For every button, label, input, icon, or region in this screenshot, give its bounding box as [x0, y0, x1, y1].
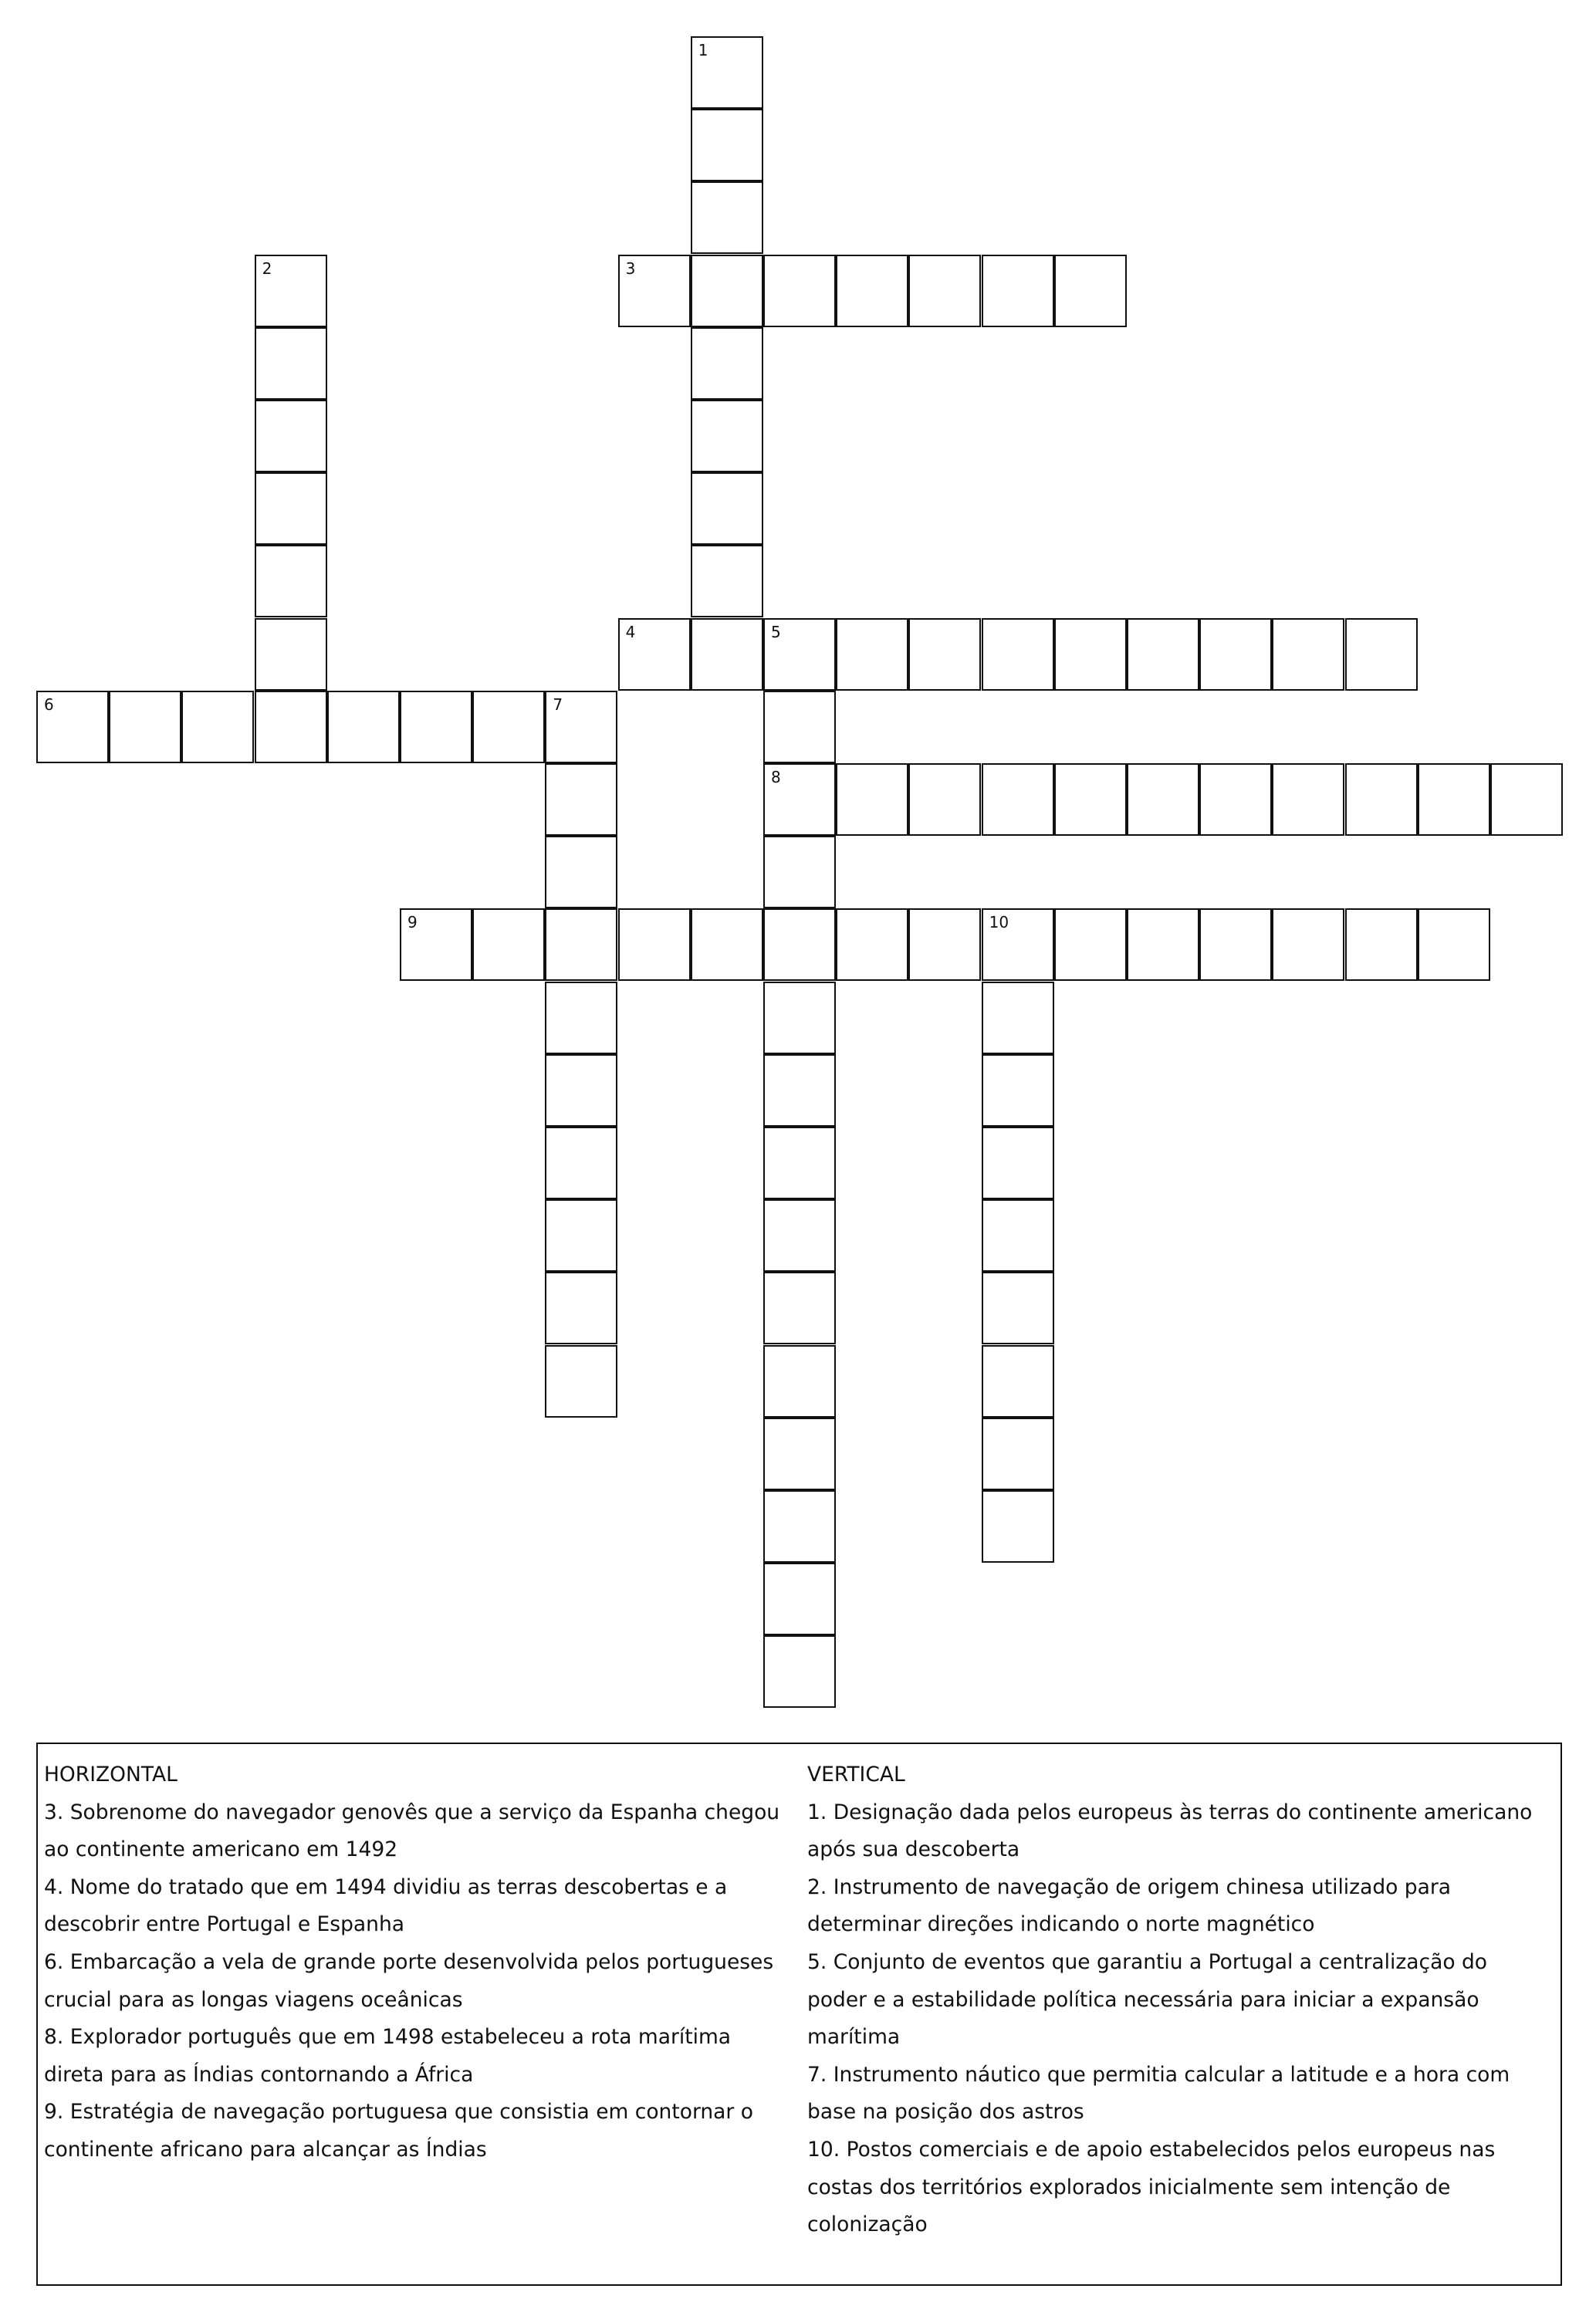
- crossword-cell[interactable]: [1345, 908, 1418, 981]
- clue-line: colonização: [807, 2213, 928, 2237]
- clue-line: descobrir entre Portugal e Espanha: [44, 1912, 404, 1937]
- crossword-cell[interactable]: [836, 618, 908, 691]
- crossword-cell[interactable]: [763, 908, 836, 981]
- clue-line: 1. Designação dada pelos europeus às terras do continente americano: [807, 1800, 1533, 1824]
- crossword-cell[interactable]: [36, 691, 109, 763]
- clue-line: 8. Explorador português que em 1498 estabeleceu a rota marítima: [44, 2025, 732, 2050]
- crossword-cell[interactable]: [109, 691, 181, 763]
- crossword-cell[interactable]: [255, 691, 327, 763]
- crossword-cell[interactable]: [1054, 255, 1127, 327]
- crossword-cell[interactable]: [982, 1490, 1054, 1563]
- crossword-cell[interactable]: [1054, 908, 1127, 981]
- crossword-cell[interactable]: [1272, 763, 1344, 836]
- crossword-cell[interactable]: [181, 691, 254, 763]
- crossword-cell[interactable]: [472, 908, 545, 981]
- clue-number: 6: [44, 695, 54, 714]
- crossword-cell[interactable]: [545, 1199, 617, 1272]
- crossword-cell[interactable]: [691, 109, 763, 181]
- crossword-cell[interactable]: [255, 400, 327, 472]
- crossword-cell[interactable]: [691, 255, 763, 327]
- clue-line: 6. Embarcação a vela de grande porte desenvolvida pelos portugueses: [44, 1949, 774, 1974]
- clue-number: 3: [625, 259, 636, 278]
- crossword-cell[interactable]: [691, 181, 763, 254]
- crossword-cell[interactable]: [763, 1418, 836, 1490]
- clues-box: [36, 1743, 1562, 2286]
- clue-line: direta para as Índias contornando a África: [44, 2062, 474, 2087]
- crossword-cell[interactable]: [1127, 763, 1199, 836]
- crossword-cell[interactable]: [763, 1563, 836, 1635]
- crossword-cell[interactable]: [982, 1418, 1054, 1490]
- crossword-cell[interactable]: [982, 1127, 1054, 1199]
- crossword-cell[interactable]: [1345, 618, 1418, 691]
- crossword-cell[interactable]: [763, 763, 836, 836]
- crossword-cell[interactable]: [1199, 618, 1272, 691]
- clue-line: 9. Estratégia de navegação portuguesa que consistia em contornar o: [44, 2100, 753, 2125]
- clue-line: após sua descoberta: [807, 1837, 1020, 1862]
- crossword-cell[interactable]: [982, 1345, 1054, 1418]
- crossword-cell[interactable]: [982, 1054, 1054, 1127]
- crossword-cell[interactable]: [545, 1054, 617, 1127]
- crossword-cell[interactable]: [545, 836, 617, 908]
- clue-line: crucial para as longas viagens oceânicas: [44, 1987, 463, 2012]
- crossword-cell[interactable]: [763, 1054, 836, 1127]
- crossword-cell[interactable]: [255, 255, 327, 327]
- crossword-cell[interactable]: [618, 618, 691, 691]
- crossword-cell[interactable]: [691, 908, 763, 981]
- crossword-cell[interactable]: [545, 1272, 617, 1344]
- clue-number: 9: [407, 913, 418, 932]
- crossword-cell[interactable]: [982, 908, 1054, 981]
- crossword-cell[interactable]: [1127, 908, 1199, 981]
- crossword-cell[interactable]: [982, 618, 1054, 691]
- clue-line: marítima: [807, 2025, 901, 2050]
- crossword-cell[interactable]: [982, 1272, 1054, 1344]
- clue-line: 5. Conjunto de eventos que garantiu a Portugal a centralização do: [807, 1949, 1488, 1974]
- crossword-cell[interactable]: [400, 908, 472, 981]
- crossword-cell[interactable]: [763, 618, 836, 691]
- crossword-cell[interactable]: [691, 472, 763, 545]
- crossword-cell[interactable]: [763, 1127, 836, 1199]
- crossword-cell[interactable]: [545, 691, 617, 763]
- crossword-cell[interactable]: [1418, 908, 1490, 981]
- crossword-cell[interactable]: [763, 1635, 836, 1708]
- crossword-cell[interactable]: [545, 1345, 617, 1418]
- crossword-cell[interactable]: [982, 1199, 1054, 1272]
- clue-line: poder e a estabilidade política necessária para iniciar a expansão: [807, 1987, 1479, 2012]
- crossword-cell[interactable]: [763, 1345, 836, 1418]
- crossword-cell[interactable]: [618, 908, 691, 981]
- clue-line: continente africano para alcançar as Índias: [44, 2137, 487, 2162]
- clue-line: 4. Nome do tratado que em 1494 dividiu as terras descobertas e a: [44, 1874, 728, 1899]
- crossword-cell[interactable]: [1199, 908, 1272, 981]
- crossword-cell[interactable]: [982, 255, 1054, 327]
- crossword-cell[interactable]: [763, 1490, 836, 1563]
- crossword-cell[interactable]: [618, 255, 691, 327]
- crossword-cell[interactable]: [982, 982, 1054, 1054]
- crossword-cell[interactable]: [908, 618, 981, 691]
- clue-number: 10: [989, 913, 1009, 932]
- crossword-cell[interactable]: [327, 691, 400, 763]
- horizontal-clues: [44, 1756, 781, 2169]
- crossword-cell[interactable]: [836, 763, 908, 836]
- crossword-cell[interactable]: [255, 618, 327, 691]
- clue-line: costas dos territórios explorados inicialmente sem intenção de: [807, 2175, 1451, 2199]
- crossword-cell[interactable]: [545, 763, 617, 836]
- crossword-cell[interactable]: [908, 255, 981, 327]
- crossword-cell[interactable]: [1054, 763, 1127, 836]
- crossword-cell[interactable]: [763, 691, 836, 763]
- clue-line: determinar direções indicando o norte magnético: [807, 1912, 1315, 1937]
- crossword-cell[interactable]: [255, 545, 327, 617]
- crossword-cell[interactable]: [1199, 763, 1272, 836]
- crossword-cell[interactable]: [400, 691, 472, 763]
- clue-number: 8: [771, 768, 781, 786]
- vertical-clues: [807, 1756, 1548, 2244]
- clue-number: 1: [698, 41, 708, 59]
- clue-number: 7: [553, 695, 563, 714]
- crossword-cell[interactable]: [255, 327, 327, 400]
- crossword-cell[interactable]: [763, 1199, 836, 1272]
- vertical-title: VERTICAL: [807, 1763, 905, 1787]
- clue-number: 2: [262, 259, 272, 278]
- crossword-cell[interactable]: [836, 255, 908, 327]
- crossword-cell[interactable]: [763, 1272, 836, 1344]
- crossword-cell[interactable]: [763, 836, 836, 908]
- crossword-cell[interactable]: [836, 908, 908, 981]
- clue-number: 5: [771, 622, 781, 641]
- crossword-cell[interactable]: [982, 763, 1054, 836]
- crossword-cell[interactable]: [1272, 618, 1344, 691]
- crossword-cell[interactable]: [691, 400, 763, 472]
- crossword-cell[interactable]: [545, 982, 617, 1054]
- crossword-cell[interactable]: [908, 908, 981, 981]
- crossword-cell[interactable]: [545, 1127, 617, 1199]
- crossword-cell[interactable]: [1418, 763, 1490, 836]
- clue-line: 7. Instrumento náutico que permitia calcular a latitude e a hora com: [807, 2062, 1510, 2087]
- crossword-cell[interactable]: [1490, 763, 1563, 836]
- crossword-cell[interactable]: [472, 691, 545, 763]
- crossword-cell[interactable]: [691, 545, 763, 617]
- clue-line: base na posição dos astros: [807, 2100, 1084, 2125]
- crossword-cell[interactable]: [1127, 618, 1199, 691]
- clue-line: 3. Sobrenome do navegador genovês que a serviço da Espanha chegou: [44, 1800, 780, 1824]
- crossword-cell[interactable]: [908, 763, 981, 836]
- clue-line: 2. Instrumento de navegação de origem chinesa utilizado para: [807, 1874, 1451, 1899]
- crossword-cell[interactable]: [763, 982, 836, 1054]
- crossword-cell[interactable]: [691, 36, 763, 109]
- horizontal-title: HORIZONTAL: [44, 1763, 178, 1787]
- crossword-cell[interactable]: [691, 327, 763, 400]
- crossword-cell[interactable]: [1345, 763, 1418, 836]
- clue-number: 4: [625, 622, 636, 641]
- clue-line: ao continente americano em 1492: [44, 1837, 398, 1862]
- crossword-cell[interactable]: [1272, 908, 1344, 981]
- clue-line: 10. Postos comerciais e de apoio estabelecidos pelos europeus nas: [807, 2137, 1496, 2162]
- crossword-cell[interactable]: [763, 255, 836, 327]
- crossword-cell[interactable]: [255, 472, 327, 545]
- crossword-cell[interactable]: [545, 908, 617, 981]
- crossword-cell[interactable]: [691, 618, 763, 691]
- crossword-cell[interactable]: [1054, 618, 1127, 691]
